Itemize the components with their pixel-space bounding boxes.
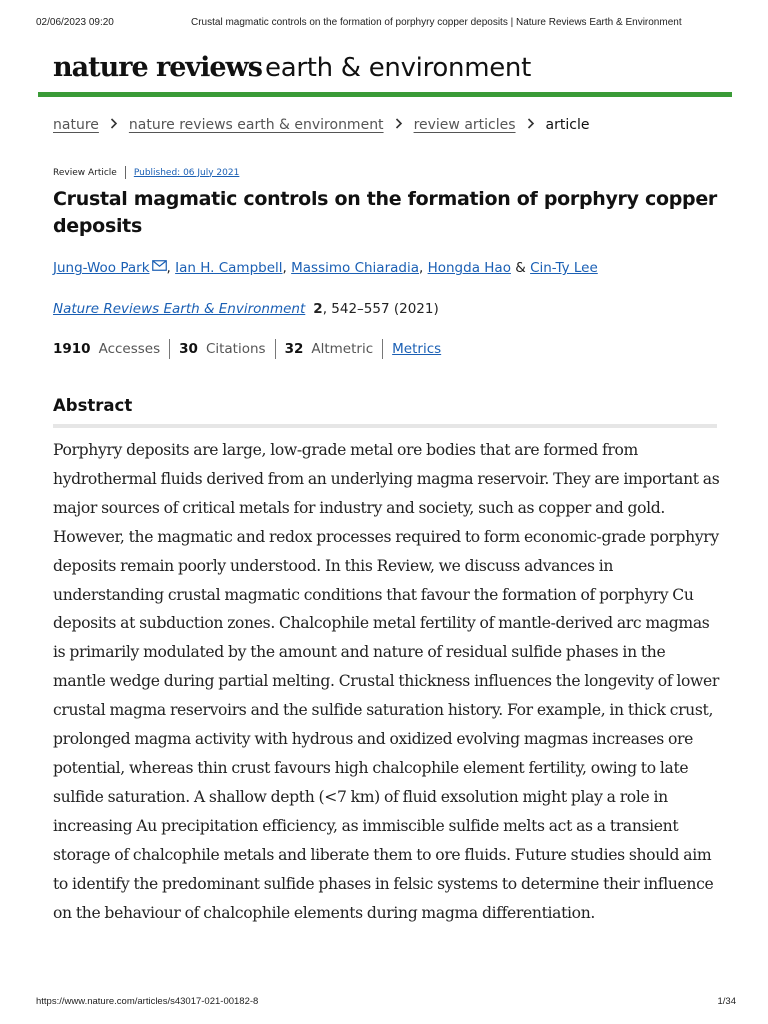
metrics-divider <box>275 339 276 359</box>
author-link[interactable]: Massimo Chiaradia <box>291 260 419 276</box>
author-link[interactable]: Jung-Woo Park <box>53 260 150 276</box>
print-header <box>36 17 732 31</box>
author-list <box>53 259 598 276</box>
breadcrumb <box>53 114 589 136</box>
author-link[interactable]: Ian H. Campbell <box>175 260 283 276</box>
abstract-divider <box>53 424 717 428</box>
print-page-number: 1/34 <box>717 996 736 1007</box>
journal-link[interactable]: Nature Reviews Earth & Environment <box>53 301 306 317</box>
article-metrics <box>53 338 441 360</box>
author-separator: , <box>282 260 287 276</box>
chevron-right-icon <box>110 118 118 133</box>
chevron-right-icon <box>395 118 403 133</box>
abstract-heading: Abstract <box>53 396 133 415</box>
meta-divider <box>125 166 126 179</box>
print-datetime: 02/06/2023 09:20 <box>36 17 114 28</box>
accesses-label: Accesses <box>98 341 161 357</box>
published-date-link[interactable]: Published: 06 July 2021 <box>133 167 240 178</box>
print-page-title: Crustal magmatic controls on the formation of porphyry copper deposits | Nature Reviews Earth & Environment <box>191 17 682 28</box>
site-logo[interactable] <box>53 48 531 88</box>
header-divider <box>38 92 732 97</box>
abstract-text: Porphyry deposits are large, low-grade metal ore bodies that are formed from hydrothermal fluids derived from an underlying magma reservoir. They are important as major sources of critical metals for industry and society, such as copper and gold. However, the magmatic and redox processes required to form economic-grade porphyry deposits remain poorly understood. In this Review, we discuss advances in understanding crustal magmatic conditions that favour the formation of porphyry Cu deposits at subduction zones. Chalcophile metal fertility of mantle-derived arc magmas is primarily modulated by the amount and nature of residual sulfide phases in the mantle wedge during partial melting. Crustal thickness influences the longevity of lower crustal magma reservoirs and the sulfide saturation history. For example, in thick crust, prolonged magma activity with hydrous and oxidized evolving magmas increases ore potential, whereas thin crust favours high chalcophile element fertility, owing to late sulfide saturation. A shallow depth (<7 km) of fluid exsolution might play a role in increasing Au precipitation efficiency, as immiscible sulfide melts act as a transient storage of chalcophile metals and liberate them to ore fluids. Future studies should aim to identify the predominant sulfide phases in felsic systems to determine their influence on the behaviour of chalcophile elements during magma differentiation. <box>53 441 720 922</box>
author-link[interactable]: Cin-Ty Lee <box>530 260 598 276</box>
breadcrumb-link-review-articles[interactable]: review articles <box>413 117 516 133</box>
logo-nature-reviews: nature reviews <box>53 52 263 83</box>
author-separator: , <box>419 260 424 276</box>
mail-icon[interactable] <box>152 259 167 275</box>
altmetric-count: 32 <box>284 341 304 357</box>
breadcrumb-link-journal[interactable]: nature reviews earth & environment <box>128 117 384 133</box>
citations-count: 30 <box>179 341 198 357</box>
author-ampersand: & <box>515 260 526 276</box>
citations-label: Citations <box>205 341 266 357</box>
altmetric-label: Altmetric <box>311 341 374 357</box>
page-range: , 542–557 (2021) <box>322 301 439 317</box>
article-type: Review Article <box>53 167 117 178</box>
article-meta <box>53 166 239 179</box>
breadcrumb-current: article <box>545 117 590 133</box>
chevron-right-icon <box>527 118 535 133</box>
metrics-link[interactable]: Metrics <box>392 341 442 357</box>
metrics-divider <box>169 339 170 359</box>
accesses-count: 1910 <box>53 341 91 357</box>
breadcrumb-link-nature[interactable]: nature <box>53 117 99 133</box>
article-title: Crustal magmatic controls on the formation of porphyry copper deposits <box>53 188 717 237</box>
logo-journal-name: earth & environment <box>265 53 531 83</box>
author-separator: , <box>166 260 171 276</box>
print-url: https://www.nature.com/articles/s43017-021-00182-8 <box>36 996 259 1007</box>
metrics-divider <box>382 339 383 359</box>
journal-citation <box>53 301 439 317</box>
author-link[interactable]: Hongda Hao <box>427 260 511 276</box>
print-footer <box>36 996 736 1008</box>
volume-number: 2 <box>313 301 323 317</box>
